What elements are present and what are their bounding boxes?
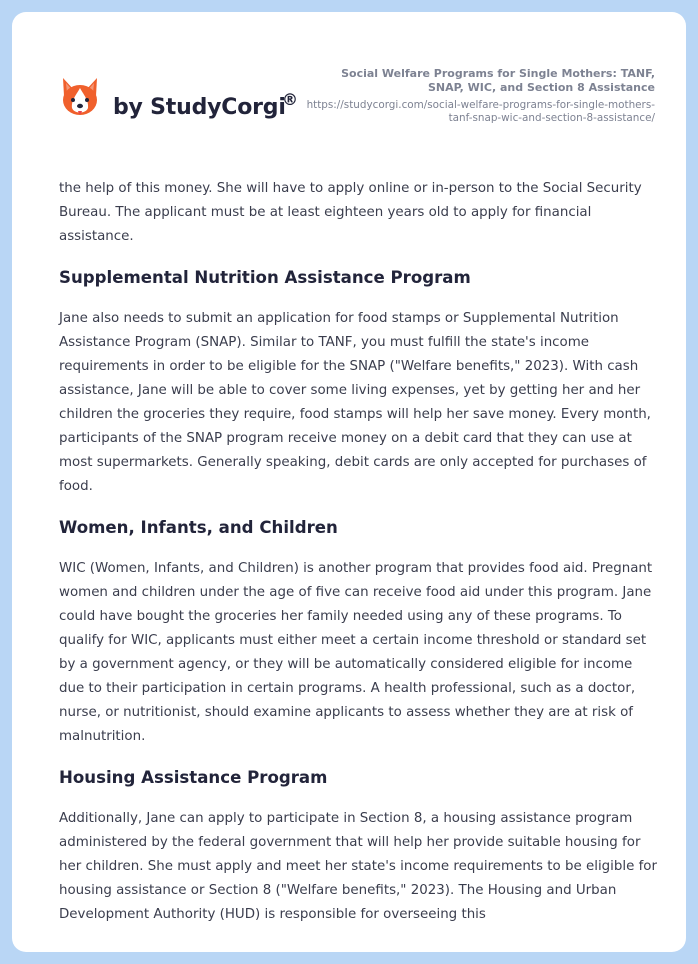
section-heading-housing: Housing Assistance Program <box>59 768 328 787</box>
corgi-logo-icon[interactable] <box>60 76 100 122</box>
brand-name[interactable]: by StudyCorgi <box>113 95 286 120</box>
page-header <box>12 12 686 162</box>
section-paragraph-snap: Jane also needs to submit an application for food stamps or Supplemental Nutrition Assistance Program (SNAP). Similar to TANF, you must fulfill the state's income requirements in order to be eligible for the SNAP ("Welfare benefits," 2023). With cash assistance, Jane will be able to cover some living expenses, yet by getting her and her children the groceries they require, food stamps will help her save money. Every month, participants of the SNAP program receive money on a debit card that they can use at most supermarkets. Generally speaking, debit cards are only accepted for purchases of food. <box>59 311 651 494</box>
document-body <box>59 177 659 927</box>
corgi-logo-icon-graphic <box>60 76 100 122</box>
document-url[interactable]: https://studycorgi.com/social-welfare-programs-for-single-mothers-tanf-snap-wic-and-section-8-assistance/ <box>306 99 655 124</box>
section-paragraph-housing: Additionally, Jane can apply to participate in Section 8, a housing assistance program administered by the federal government that will help her provide suitable housing for her children. She must apply and meet her state's income requirements to be eligible for housing assistance or Section 8 ("Welfare benefits," 2023). The Housing and Urban Development Authority (HUD) is responsible for overseeing this <box>59 811 658 922</box>
registered-mark: ® <box>282 90 298 109</box>
section-paragraph-wic: WIC (Women, Infants, and Children) is another program that provides food aid. Pregnant women and children under the age of five can receive food aid under this program. Jane could have bought the groceries her family needed using any of these programs. To qualify for WIC, applicants must either meet a certain income threshold or standard set by a government agency, or they will be automatically considered eligible for income due to their participation in certain programs. A health professional, such as a doctor, nurse, or nutritionist, should examine applicants to assess whether they are at risk of malnutrition. <box>59 561 653 744</box>
intro-paragraph: the help of this money. She will have to apply online or in-person to the Social Security Bureau. The applicant must be at least eighteen years old to apply for financial assistance. <box>59 181 642 244</box>
document-meta <box>305 67 655 125</box>
section-heading-snap: Supplemental Nutrition Assistance Program <box>59 268 471 287</box>
document-title: Social Welfare Programs for Single Mothers: TANF, SNAP, WIC, and Section 8 Assistance <box>341 67 655 94</box>
document-page <box>12 12 686 952</box>
section-heading-wic: Women, Infants, and Children <box>59 518 338 537</box>
